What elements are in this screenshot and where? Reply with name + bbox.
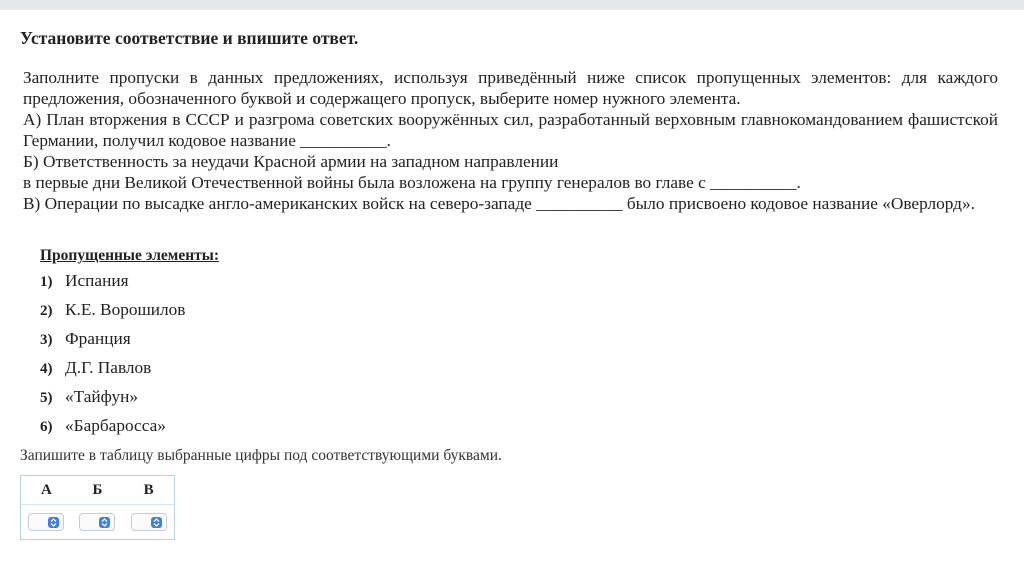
statement-intro: Заполните пропуски в данных предложениях, используя приведённый ниже список пропущенных элементов: для каждого предложения, обозначенного буквой и содержащего пропуск, выберите номер нужного элемента. — [23, 68, 998, 108]
answer-table-header-row — [21, 476, 175, 505]
option-text: Испания — [65, 271, 129, 290]
answer-select-a[interactable] — [28, 513, 64, 531]
statement-b-line1: Б) Ответственность за неудачи Красной армии на западном направлении — [23, 152, 559, 171]
statement-v: В) Операции по высадке англо-американских войск на северо-западе __________ было присвоено кодовое название «Оверлорд». — [23, 194, 975, 213]
answer-header-b: Б — [72, 476, 123, 505]
list-item — [40, 270, 440, 299]
answer-header-v: В — [123, 476, 174, 505]
answer-header-a: А — [21, 476, 72, 505]
option-number: 4) — [40, 361, 53, 377]
list-item — [40, 299, 440, 328]
option-number: 3) — [40, 332, 53, 348]
answer-select-v[interactable] — [131, 513, 167, 531]
option-text: «Тайфун» — [65, 387, 138, 406]
select-arrows-icon — [48, 517, 59, 528]
task-title: Установите соответствие и впишите ответ. — [20, 28, 359, 48]
answer-table-input-row — [21, 505, 175, 540]
task-statement — [23, 67, 998, 214]
statement-b-line2: в первые дни Великой Отечественной войны была возложена на группу генералов во главе с __________. — [23, 173, 801, 192]
option-text: К.Е. Ворошилов — [65, 300, 186, 319]
statement-a: А) План вторжения в СССР и разгрома советских вооружённых сил, разработанный верховным главнокомандованием фашистской Германии, получил кодовое название __________. — [23, 110, 998, 150]
list-item — [40, 415, 440, 444]
list-item — [40, 328, 440, 357]
answer-cell-b — [72, 505, 123, 540]
option-number: 6) — [40, 419, 53, 435]
option-text: «Барбаросса» — [65, 416, 166, 435]
missing-elements-list — [40, 246, 440, 444]
option-text: Д.Г. Павлов — [65, 358, 152, 377]
answer-cell-a — [21, 505, 72, 540]
select-arrows-icon — [151, 517, 162, 528]
option-number: 1) — [40, 274, 53, 290]
option-number: 2) — [40, 303, 53, 319]
option-number: 5) — [40, 390, 53, 406]
answer-cell-v — [123, 505, 174, 540]
answer-select-b[interactable] — [79, 513, 115, 531]
answer-table — [20, 475, 175, 540]
top-bar — [0, 0, 1024, 10]
answer-instruction: Запишите в таблицу выбранные цифры под соответствующими буквами. — [20, 447, 502, 464]
missing-elements-heading: Пропущенные элементы: — [40, 247, 220, 264]
select-arrows-icon — [99, 517, 110, 528]
list-item — [40, 357, 440, 386]
option-text: Франция — [65, 329, 131, 348]
list-item — [40, 386, 440, 415]
